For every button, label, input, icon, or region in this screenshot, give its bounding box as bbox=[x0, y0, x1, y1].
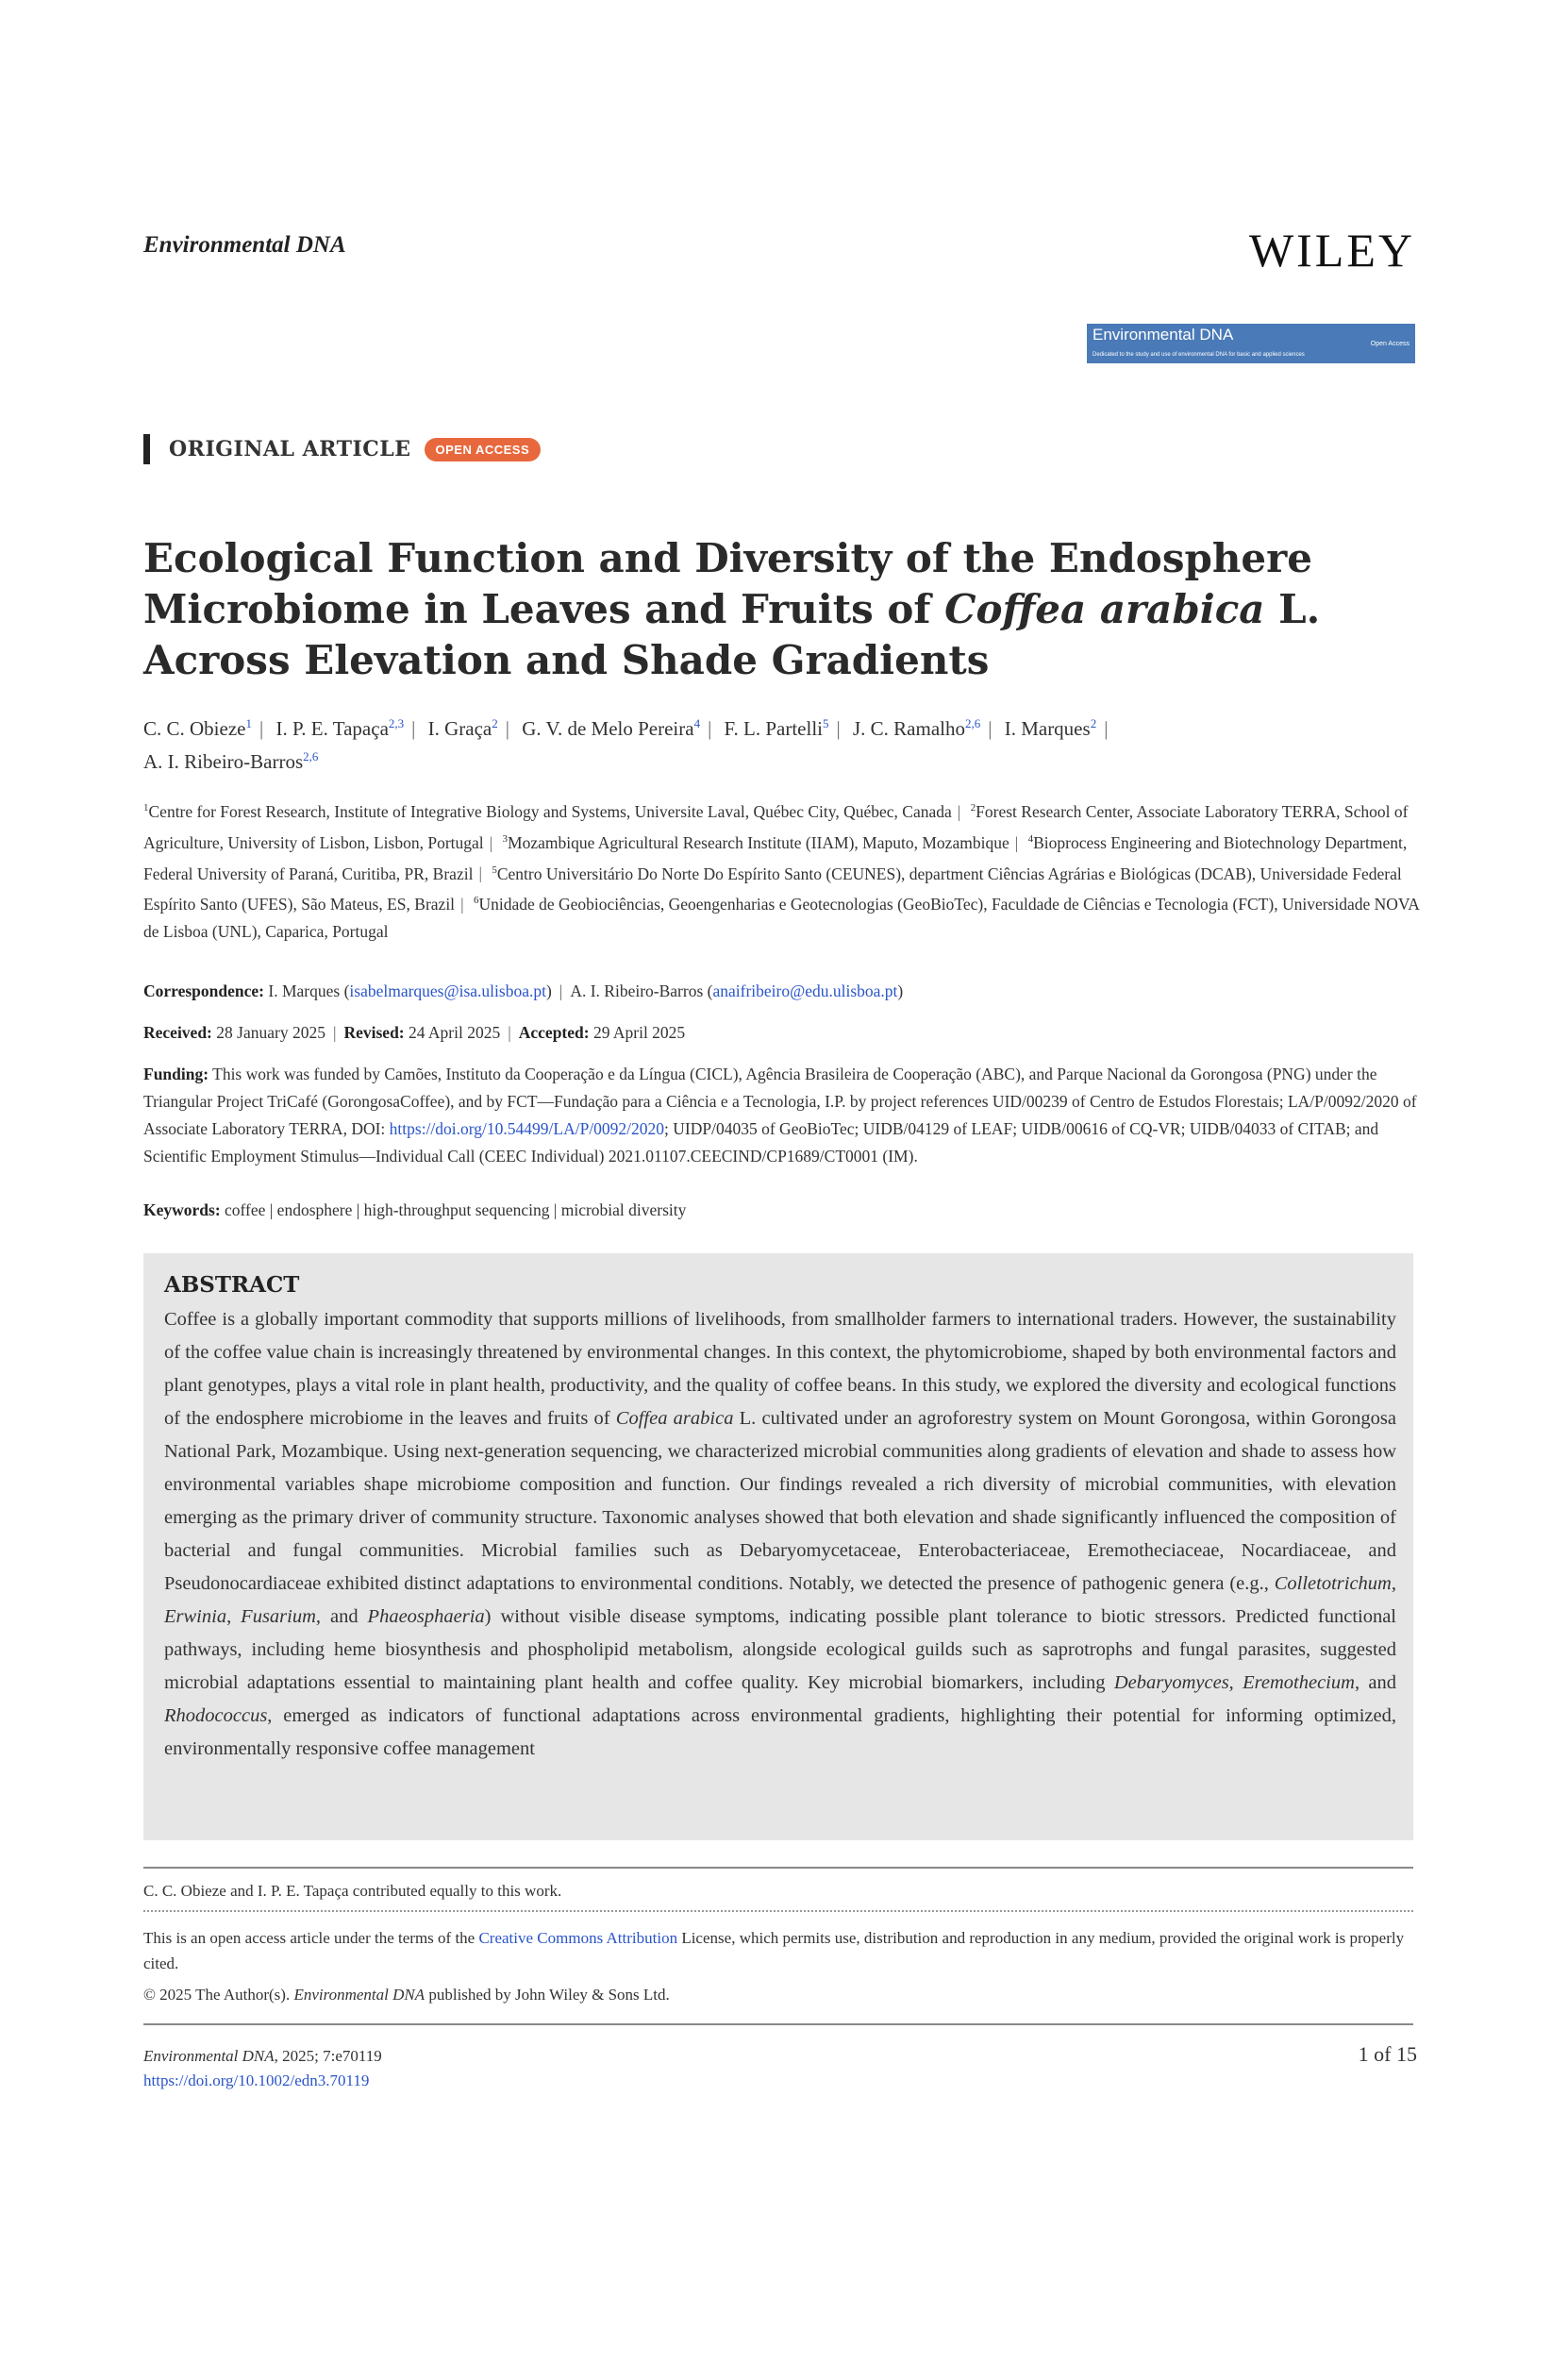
abstract-segment: , bbox=[1228, 1672, 1243, 1693]
title-italic: Coffea arabica bbox=[944, 586, 1265, 632]
separator: | bbox=[708, 717, 712, 740]
author[interactable] bbox=[522, 717, 700, 740]
email-link[interactable]: isabelmarques@isa.ulisboa.pt bbox=[349, 981, 546, 1000]
author-name: I. Marques bbox=[1004, 717, 1091, 740]
affiliation: Centre for Forest Research, Institute of Integrative Biology and Systems, Universite Laval, Québec City, Québec, Canada bbox=[148, 801, 952, 821]
abstract-italic: Erwinia bbox=[164, 1606, 227, 1627]
accepted-label: Accepted: bbox=[518, 1023, 590, 1042]
funding-text: This work was funded by Camões, Instituto da Cooperação e da Língua (CICL), Agência Brasileira de Cooperação (ABC), and Parque Nacional da Gorongosa (PNG) under the Triangular Project TriCafé (GorongosaCoffee), and by FCT—Fundação para a Ciência e a Tecnologia, I.P. by project references UID/00239 of Centro de Estudos Florestais; LA/P/0092/2020 of Associate Laboratory TERRA, DOI: bbox=[143, 1065, 1417, 1138]
separator: | bbox=[478, 864, 482, 883]
author-name: I. P. E. Tapaça bbox=[275, 717, 389, 740]
author-name: G. V. de Melo Pereira bbox=[522, 717, 694, 740]
funding-label: Funding: bbox=[143, 1065, 209, 1083]
affiliation: Centro Universitário Do Norte Do Espírito Santo (CEUNES), department Ciências Agrárias e Biológicas (DCAB), Universidade Federal Espírito Santo (UFES), São Mateus, ES, Brazil bbox=[143, 864, 1402, 914]
abstract-segment: , bbox=[226, 1606, 242, 1627]
author[interactable] bbox=[853, 717, 980, 740]
author-affiliation-ref[interactable]: 2,6 bbox=[964, 716, 981, 730]
received-date: 28 January 2025 bbox=[216, 1023, 325, 1042]
author[interactable] bbox=[143, 750, 318, 773]
abstract-italic: Rhodococcus bbox=[164, 1705, 268, 1726]
footer-divider bbox=[143, 2023, 1413, 2025]
footnote-divider bbox=[143, 1867, 1413, 1869]
author[interactable] bbox=[428, 717, 498, 740]
author-name: J. C. Ramalho bbox=[852, 717, 965, 740]
affiliation-number: 6 bbox=[473, 895, 479, 907]
separator: | bbox=[259, 717, 264, 740]
journal-name: Environmental DNA bbox=[143, 232, 346, 258]
affiliation-number: 3 bbox=[502, 832, 509, 845]
footer-journal: Environmental DNA bbox=[143, 2047, 275, 2065]
keywords-text: coffee | endosphere | high-throughput sequencing | microbial diversity bbox=[225, 1200, 687, 1219]
affiliation: Mozambique Agricultural Research Institute (IIAM), Maputo, Mozambique bbox=[508, 832, 1009, 852]
article-type: ORIGINAL ARTICLE bbox=[169, 437, 411, 461]
separator: | bbox=[508, 1023, 511, 1042]
author-name: A. I. Ribeiro-Barros bbox=[143, 750, 304, 773]
revised-date: 24 April 2025 bbox=[409, 1023, 501, 1042]
affiliation-number: 4 bbox=[1027, 832, 1034, 845]
title-part1: Ecological Function and Diversity of the Endosphere Microbiome in Leaves and Fruits of bbox=[143, 535, 1312, 632]
copyright-note bbox=[143, 1982, 1426, 2007]
page-number: 1 of 15 bbox=[1358, 2042, 1417, 2066]
separator: | bbox=[836, 717, 841, 740]
copyright-journal: Environmental DNA bbox=[293, 1986, 425, 2004]
separator: | bbox=[505, 717, 509, 740]
license-text: This is an open access article under the terms of the bbox=[143, 1929, 479, 1947]
separator: | bbox=[489, 832, 493, 852]
copyright-text: published by John Wiley & Sons Ltd. bbox=[425, 1986, 670, 2004]
abstract-italic: Phaeosphaeria bbox=[367, 1606, 485, 1627]
author-affiliation-ref[interactable]: 2 bbox=[1090, 716, 1097, 730]
banner-subtitle: Dedicated to the study and use of environmental DNA for basic and applied sciences bbox=[1093, 352, 1305, 358]
affiliation: Forest Research Center, Associate Laboratory TERRA, School of Agriculture, University of Lisbon, Lisbon, Portugal bbox=[143, 801, 1409, 852]
banner-title: Environmental DNA bbox=[1093, 326, 1234, 344]
article-type-bar bbox=[143, 434, 150, 464]
correspondence-author: I. Marques bbox=[268, 981, 341, 1000]
received-label: Received: bbox=[143, 1023, 212, 1042]
affiliation-number: 2 bbox=[970, 802, 976, 813]
open-access-badge: OPEN ACCESS bbox=[425, 438, 542, 461]
license-link[interactable]: Creative Commons Attribution bbox=[478, 1929, 678, 1947]
banner-tag: Open Access bbox=[1370, 341, 1410, 347]
abstract-box bbox=[143, 1253, 1413, 1840]
keywords-label: Keywords: bbox=[143, 1200, 221, 1219]
article-type-row bbox=[143, 434, 541, 464]
footnote-divider-dotted bbox=[143, 1910, 1413, 1912]
footer-doi-link[interactable]: https://doi.org/10.1002/edn3.70119 bbox=[143, 2071, 370, 2089]
author-affiliation-ref[interactable]: 1 bbox=[245, 716, 252, 730]
correspondence-label: Correspondence: bbox=[143, 981, 264, 1000]
funding-doi-link[interactable]: https://doi.org/10.54499/LA/P/0092/2020 bbox=[389, 1119, 665, 1138]
license-text: License, which permits use, distribution and reproduction in any medium, provided the original work is properly cited. bbox=[143, 1929, 1405, 1972]
author-name: C. C. Obieze bbox=[143, 717, 246, 740]
affiliation: Unidade de Geobiociências, Geoengenharias e Geotecnologias (GeoBioTec), Faculdade de Ciências e Tecnologia (FCT), Universidade NOVA de Lisboa (UNL), Caparica, Portugal bbox=[143, 895, 1419, 942]
separator: | bbox=[460, 895, 464, 914]
affiliation-list bbox=[143, 795, 1426, 946]
title-part2: L. Across Elevation and Shade Gradients bbox=[143, 586, 1321, 683]
separator: | bbox=[1104, 717, 1109, 740]
author-affiliation-ref[interactable]: 2,6 bbox=[303, 749, 319, 763]
correspondence-author: A. I. Ribeiro-Barros bbox=[570, 981, 704, 1000]
separator: | bbox=[332, 1023, 337, 1042]
author-list bbox=[143, 710, 1426, 776]
revised-label: Revised: bbox=[343, 1023, 405, 1042]
abstract-italic: Debaryomyces bbox=[1113, 1672, 1229, 1693]
author-name: F. L. Partelli bbox=[724, 717, 824, 740]
footer-citation-text: , 2025; 7:e70119 bbox=[274, 2047, 382, 2065]
abstract-italic: Colletotrichum bbox=[1274, 1573, 1392, 1594]
separator: | bbox=[1014, 832, 1019, 852]
abstract-segment: , emerged as indicators of functional adaptations across environmental gradients, highlighting their potential for informing optimized, environmentally responsive coffee management bbox=[164, 1705, 1396, 1759]
author-affiliation-ref[interactable]: 5 bbox=[823, 716, 829, 730]
accepted-date: 29 April 2025 bbox=[592, 1023, 686, 1042]
abstract-segment: Coffee is a globally important commodity that supports millions of livelihoods, from smallholder farmers to international traders. However, the sustainability of the coffee value chain is increasingly threatened by environmental changes. In this context, the phytomicrobiome, shaped by both environmental factors and plant genotypes, plays a vital role in plant health, productivity, and the quality of coffee beans. In this study, we explored the diversity and ecological functions of the endosphere microbiome in the leaves and fruits of bbox=[164, 1309, 1396, 1429]
abstract-text bbox=[164, 1303, 1396, 1766]
journal-banner[interactable] bbox=[1087, 324, 1415, 363]
footer-citation bbox=[143, 2044, 382, 2093]
abstract-italic: Fusarium bbox=[241, 1606, 316, 1627]
author-affiliation-ref[interactable]: 2 bbox=[492, 716, 498, 730]
abstract-segment: L. cultivated under an agroforestry system on Mount Gorongosa, within Gorongosa National Park, Mozambique. Using next-generation sequencing, we characterized microbial communities along gradients of elevation and shade to assess how environmental variables shape microbiome composition and function. Our findings revealed a rich diversity of microbial communities, with elevation emerging as the primary driver of community structure. Taxonomic analyses showed that both elevation and shade significantly influenced the composition of bacterial and fungal communities. Microbial families such as Debaryomycetaceae, Enterobacteriaceae, Eremotheciaceae, Nocardiaceae, and Pseudonocardiaceae exhibited distinct adaptations to environmental conditions. Notably, we detected the presence of pathogenic genera (e.g., bbox=[164, 1408, 1397, 1594]
funding-text: ; UIDP/04035 of GeoBioTec; UIDB/04129 of LEAF; UIDB/00616 of CQ-VR; UIDB/04033 of CITAB; and Scientific Employment Stimulus—Individual Call (CEEC Individual) 2021.01107.CEECIND/CP1689/CT0001 (IM). bbox=[143, 1119, 1379, 1166]
affiliation: Bioprocess Engineering and Biotechnology Department, Federal University of Paraná, Curitiba, PR, Brazil bbox=[143, 832, 1408, 883]
keywords bbox=[143, 1197, 1426, 1224]
author-affiliation-ref[interactable]: 4 bbox=[693, 716, 701, 730]
email-link[interactable]: anaifribeiro@edu.ulisboa.pt bbox=[712, 981, 898, 1000]
equal-contribution-note: C. C. Obieze and I. P. E. Tapaça contributed equally to this work. bbox=[143, 1882, 562, 1900]
publisher-logo: WILEY bbox=[1248, 224, 1415, 277]
author[interactable] bbox=[275, 717, 404, 740]
abstract-segment: , and bbox=[1354, 1672, 1397, 1693]
author-name: I. Graça bbox=[427, 717, 492, 740]
separator: | bbox=[411, 717, 416, 740]
funding bbox=[143, 1061, 1426, 1170]
correspondence: Correspondence: I. Marques (isabelmarques@isa.ulisboa.pt) | A. I. Ribeiro-Barros (anaifribeiro@edu.ulisboa.pt) bbox=[143, 981, 904, 1000]
separator: | bbox=[988, 717, 993, 740]
author[interactable] bbox=[143, 717, 252, 740]
abstract-italic: Eremothecium bbox=[1243, 1672, 1355, 1693]
abstract-segment: , and bbox=[315, 1606, 368, 1627]
abstract-segment: ) without visible disease symptoms, indicating possible plant tolerance to biotic stressors. Predicted functional pathways, including heme biosynthesis and phospholipid metabolism, alongside ecological guilds such as saprotrophs and fungal parasites, suggested microbial adaptations essential to maintaining plant health and coffee quality. Key microbial biomarkers, including bbox=[164, 1606, 1397, 1693]
separator: | bbox=[559, 981, 563, 1000]
separator: | bbox=[957, 801, 961, 821]
abstract-segment: , bbox=[1391, 1573, 1396, 1594]
article-dates bbox=[143, 1019, 1426, 1047]
copyright-text: © 2025 The Author(s). bbox=[143, 1986, 294, 2004]
author-affiliation-ref[interactable]: 2,3 bbox=[388, 716, 405, 730]
abstract-italic: Coffea arabica bbox=[615, 1408, 734, 1429]
license-note bbox=[143, 1925, 1426, 1976]
author[interactable] bbox=[1005, 717, 1096, 740]
author[interactable] bbox=[725, 717, 829, 740]
abstract-heading: ABSTRACT bbox=[164, 1272, 300, 1298]
affiliation-number: 5 bbox=[492, 864, 497, 876]
affiliation-number: 1 bbox=[143, 802, 149, 813]
article-title bbox=[143, 533, 1426, 686]
